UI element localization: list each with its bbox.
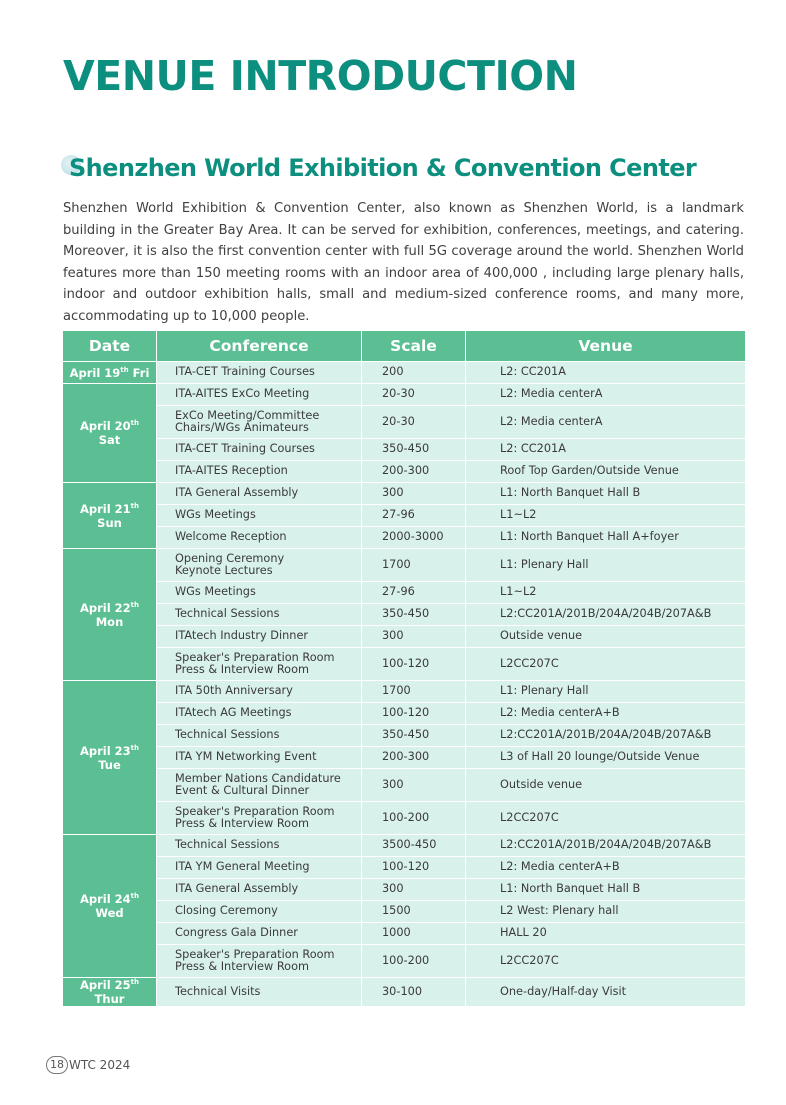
scale-cell: 300	[362, 483, 466, 505]
scale-cell: 350-450	[362, 439, 466, 461]
table-row	[63, 901, 746, 923]
venue-cell: L2CC207C	[466, 945, 746, 978]
section-title-block	[61, 150, 696, 186]
conference-cell	[157, 461, 362, 483]
conference-name: ITA General Assembly	[175, 882, 299, 896]
conference-cell	[157, 945, 362, 978]
venue-cell: L1: Plenary Hall	[466, 681, 746, 703]
scale-cell: 30-100	[362, 978, 466, 1007]
scale-cell: 300	[362, 769, 466, 802]
venue-cell: L3 of Hall 20 lounge/Outside Venue	[466, 747, 746, 769]
scale-cell: 100-200	[362, 802, 466, 835]
date-weekday: Fri	[132, 365, 150, 380]
date-cell	[63, 549, 157, 681]
conference-cell	[157, 483, 362, 505]
venue-cell: One-day/Half-day Visit	[466, 978, 746, 1007]
scale-cell: 27-96	[362, 582, 466, 604]
table-header-row	[63, 331, 746, 362]
scale-cell: 200	[362, 362, 466, 384]
conference-name: Press & Interview Room	[175, 663, 310, 676]
conference-cell	[157, 923, 362, 945]
date-weekday: Mon	[95, 614, 124, 629]
conference-name: ITA 50th Anniversary	[175, 684, 293, 698]
conference-cell	[157, 857, 362, 879]
scale-cell: 300	[362, 626, 466, 648]
venue-cell: L1~L2	[466, 505, 746, 527]
conference-name: Technical Sessions	[175, 607, 280, 621]
venue-cell: L2 West: Plenary hall	[466, 901, 746, 923]
table-row	[63, 461, 746, 483]
conference-cell	[157, 703, 362, 725]
venue-cell: Outside venue	[466, 626, 746, 648]
date-suffix: th	[130, 892, 140, 901]
conference-cell	[157, 835, 362, 857]
table-row	[63, 879, 746, 901]
scale-cell: 350-450	[362, 604, 466, 626]
table-row	[63, 505, 746, 527]
conference-name: Technical Visits	[175, 984, 261, 998]
date-cell	[63, 835, 157, 978]
conference-cell	[157, 978, 362, 1007]
date-weekday: Sun	[97, 515, 122, 530]
conference-name: ITA-CET Training Courses	[175, 365, 315, 379]
conference-name: WGs Meetings	[175, 508, 256, 522]
date-suffix: th	[130, 978, 140, 987]
venue-cell: L1: Plenary Hall	[466, 549, 746, 582]
table-row	[63, 362, 746, 384]
conference-name: ITAtech AG Meetings	[175, 706, 292, 720]
header-conference: Conference	[157, 331, 362, 362]
venue-cell: L2: Media centerA	[466, 384, 746, 406]
conference-name: Opening Ceremony	[175, 551, 285, 565]
table-row	[63, 725, 746, 747]
venue-cell: L1: North Banquet Hall A+foyer	[466, 527, 746, 549]
date-cell	[63, 978, 157, 1007]
table-row	[63, 384, 746, 406]
table-row	[63, 439, 746, 461]
table-row	[63, 923, 746, 945]
conference-cell	[157, 901, 362, 923]
conference-name: Technical Sessions	[175, 728, 280, 742]
conference-cell	[157, 681, 362, 703]
scale-cell: 100-200	[362, 945, 466, 978]
table-row	[63, 626, 746, 648]
conference-name: ITA-AITES ExCo Meeting	[175, 387, 310, 401]
table-row	[63, 604, 746, 626]
conference-name: Press & Interview Room	[175, 817, 310, 830]
conference-name: Keynote Lectures	[175, 564, 273, 577]
conference-name: Welcome Reception	[175, 530, 287, 544]
table-row	[63, 857, 746, 879]
scale-cell: 100-120	[362, 648, 466, 681]
table-row	[63, 769, 746, 802]
date-cell	[63, 483, 157, 549]
header-venue: Venue	[466, 331, 746, 362]
scale-cell: 1700	[362, 549, 466, 582]
conference-name: ITAtech Industry Dinner	[175, 629, 309, 643]
venue-cell: L2: Media centerA	[466, 406, 746, 439]
conference-cell	[157, 406, 362, 439]
conference-name: Speaker's Preparation Room	[175, 947, 335, 961]
venue-cell: L2: Media centerA+B	[466, 857, 746, 879]
table-row	[63, 703, 746, 725]
conference-name: Speaker's Preparation Room	[175, 804, 335, 818]
page-footer	[46, 1056, 130, 1074]
conference-cell	[157, 769, 362, 802]
scale-cell: 350-450	[362, 725, 466, 747]
date-month: April 21	[79, 501, 131, 516]
scale-cell: 200-300	[362, 747, 466, 769]
conference-cell	[157, 384, 362, 406]
venue-cell: L2CC207C	[466, 802, 746, 835]
scale-cell: 100-120	[362, 857, 466, 879]
schedule-body	[63, 362, 746, 1007]
header-scale: Scale	[362, 331, 466, 362]
conference-name: ITA YM General Meeting	[175, 860, 310, 874]
conference-name: Technical Sessions	[175, 838, 280, 852]
date-suffix: th	[130, 419, 140, 428]
table-row	[63, 648, 746, 681]
page-title: VENUE INTRODUCTION	[63, 52, 578, 100]
venue-cell: L1~L2	[466, 582, 746, 604]
conference-cell	[157, 802, 362, 835]
table-row	[63, 483, 746, 505]
conference-cell	[157, 505, 362, 527]
conference-cell	[157, 648, 362, 681]
table-row	[63, 681, 746, 703]
table-row	[63, 549, 746, 582]
table-row	[63, 835, 746, 857]
conference-cell	[157, 439, 362, 461]
scale-cell: 100-120	[362, 703, 466, 725]
schedule-table	[62, 330, 746, 1007]
venue-cell: HALL 20	[466, 923, 746, 945]
scale-cell: 1500	[362, 901, 466, 923]
conference-name: ExCo Meeting/Committee	[175, 408, 320, 422]
table-row	[63, 406, 746, 439]
table-row	[63, 747, 746, 769]
date-weekday: Wed	[95, 906, 124, 920]
conference-name: WGs Meetings	[175, 585, 256, 599]
date-suffix: th	[130, 501, 140, 510]
conference-cell	[157, 747, 362, 769]
scale-cell: 27-96	[362, 505, 466, 527]
date-month: April 25	[79, 978, 131, 992]
venue-cell: L2: CC201A	[466, 439, 746, 461]
scale-cell: 1000	[362, 923, 466, 945]
conference-name: Speaker's Preparation Room	[175, 650, 335, 664]
conference-cell	[157, 604, 362, 626]
date-suffix: th	[130, 600, 140, 609]
scale-cell: 3500-450	[362, 835, 466, 857]
conference-cell	[157, 626, 362, 648]
scale-cell: 20-30	[362, 406, 466, 439]
conference-name: ITA-AITES Reception	[175, 464, 288, 478]
date-cell	[63, 681, 157, 835]
date-suffix: th	[120, 365, 129, 374]
section-title: Shenzhen World Exhibition & Convention Center	[69, 154, 697, 182]
date-month: April 20	[79, 419, 131, 433]
table-row	[63, 978, 746, 1007]
venue-cell: L1: North Banquet Hall B	[466, 483, 746, 505]
conference-cell	[157, 362, 362, 384]
conference-cell	[157, 549, 362, 582]
venue-cell: Outside venue	[466, 769, 746, 802]
conference-name: Press & Interview Room	[175, 960, 310, 973]
table-row	[63, 945, 746, 978]
conference-name: ITA General Assembly	[175, 486, 299, 500]
conference-cell	[157, 879, 362, 901]
date-month: April 19	[69, 365, 121, 380]
conference-name: Closing Ceremony	[175, 904, 278, 918]
date-cell	[63, 362, 157, 384]
venue-cell: L2: CC201A	[466, 362, 746, 384]
header-date: Date	[63, 331, 157, 362]
date-month: April 23	[79, 743, 131, 758]
date-suffix: th	[130, 743, 140, 752]
conference-name: ITA-CET Training Courses	[175, 442, 315, 456]
scale-cell: 2000-3000	[362, 527, 466, 549]
scale-cell: 300	[362, 879, 466, 901]
venue-cell: Roof Top Garden/Outside Venue	[466, 461, 746, 483]
venue-cell: L1: North Banquet Hall B	[466, 879, 746, 901]
date-cell	[63, 384, 157, 483]
venue-cell: L2:CC201A/201B/204A/204B/207A&B	[466, 725, 746, 747]
footer-label: WTC 2024	[69, 1058, 131, 1072]
date-month: April 22	[79, 600, 131, 615]
conference-name: Member Nations Candidature	[175, 771, 341, 785]
conference-cell	[157, 725, 362, 747]
conference-name: Event & Cultural Dinner	[175, 784, 310, 797]
conference-cell	[157, 582, 362, 604]
date-weekday: Thur	[94, 992, 125, 1006]
scale-cell: 200-300	[362, 461, 466, 483]
intro-paragraph: Shenzhen World Exhibition & Convention Center, also known as Shenzhen World, is a landmark building in the Greater Bay Area. It can be served for exhibition, conferences, meetings, and catering. Moreover, it is also the first convention center with full 5G coverage around the world. Shenzhen World features more than 150 meeting rooms with an indoor area of 400,000 , including large plenary halls, indoor and outdoor exhibition halls, small and medium-sized conference rooms, and many more, accommodating up to 10,000 people.	[63, 201, 744, 324]
venue-cell: L2:CC201A/201B/204A/204B/207A&B	[466, 835, 746, 857]
date-weekday: Tue	[98, 757, 121, 772]
venue-cell: L2:CC201A/201B/204A/204B/207A&B	[466, 604, 746, 626]
table-row	[63, 527, 746, 549]
conference-name: Chairs/WGs Animateurs	[175, 421, 309, 434]
conference-name: Congress Gala Dinner	[175, 926, 298, 940]
date-month: April 24	[79, 892, 131, 906]
table-row	[63, 802, 746, 835]
venue-cell: L2: Media centerA+B	[466, 703, 746, 725]
conference-name: ITA YM Networking Event	[175, 750, 317, 764]
page-number: 18	[46, 1056, 68, 1074]
scale-cell: 20-30	[362, 384, 466, 406]
conference-cell	[157, 527, 362, 549]
venue-cell: L2CC207C	[466, 648, 746, 681]
date-weekday: Sat	[98, 433, 121, 447]
scale-cell: 1700	[362, 681, 466, 703]
table-row	[63, 582, 746, 604]
